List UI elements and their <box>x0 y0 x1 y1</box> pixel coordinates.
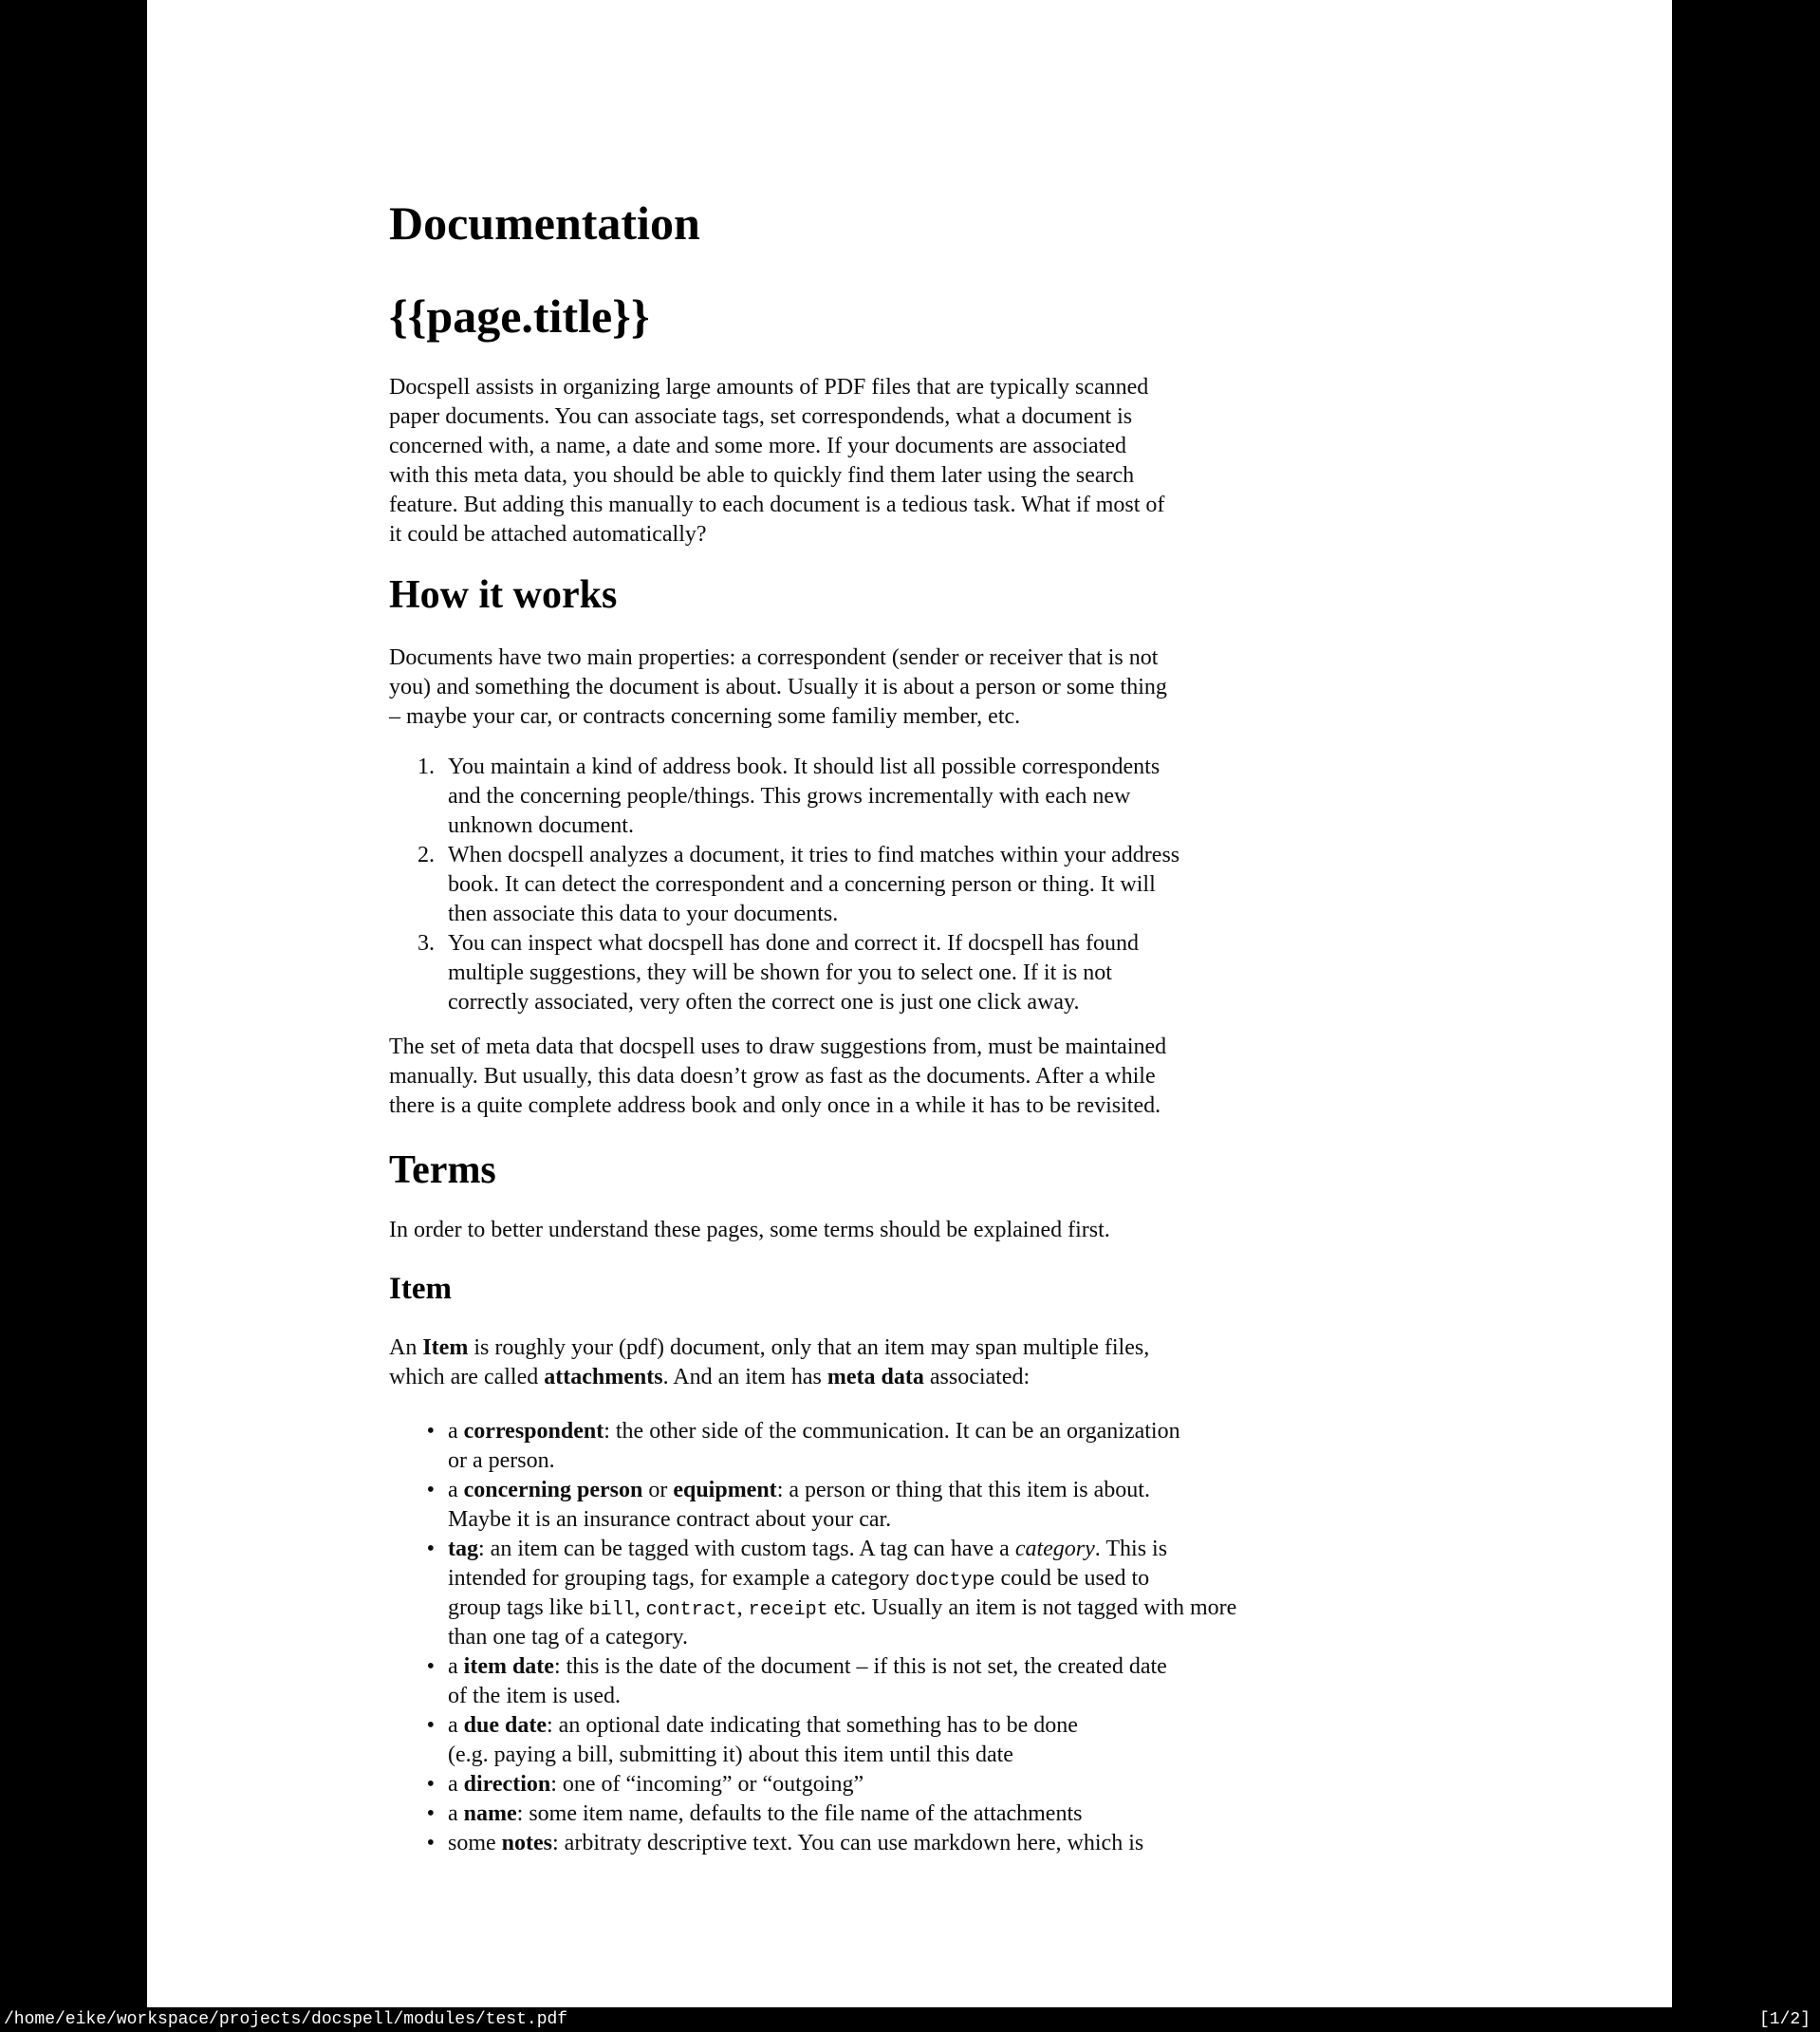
text-segment: Documents have two main properties: a correspondent (sender or receiver that is not <box>389 645 1159 670</box>
text-segment: with this meta data, you should be able to quickly find them later using the search <box>389 463 1135 488</box>
doc-list-item <box>389 841 1236 929</box>
doc-line <box>448 1682 1236 1711</box>
text-segment: tag <box>448 1537 478 1561</box>
bullet-marker: • <box>426 1801 435 1826</box>
text-segment: correctly associated, very often the correct one is just one click away. <box>448 990 1080 1015</box>
doc-list-item <box>389 1476 1236 1535</box>
text-segment: : an item can be tagged with custom tags. A tag can have a <box>478 1537 1015 1561</box>
doc-list-item <box>389 1711 1236 1770</box>
doc-line <box>389 1216 1236 1245</box>
text-segment: – maybe your car, or contracts concerning some familiy member, etc. <box>389 704 1021 729</box>
doc-line <box>389 1062 1236 1091</box>
text-segment: is roughly your (pdf) document, only that an item may span multiple files, <box>468 1335 1150 1360</box>
doc-line <box>448 753 1236 782</box>
doc-bullet-list <box>389 1417 1236 1858</box>
text-segment: paper documents. You can associate tags, set correspondends, what a document is <box>389 404 1133 429</box>
text-segment: Item <box>422 1335 469 1360</box>
bullet-marker: • <box>426 1713 435 1738</box>
doc-line <box>389 643 1236 673</box>
doc-heading: {{page.title}} <box>389 289 650 343</box>
text-segment: In order to better understand these pages, some terms should be explained first. <box>389 1218 1110 1242</box>
doc-line <box>448 1535 1236 1564</box>
bullet-marker: • <box>426 1772 435 1797</box>
doc-list-item <box>389 1770 1236 1799</box>
text-segment: , <box>736 1595 749 1620</box>
doc-line <box>389 1333 1236 1363</box>
text-segment: bill <box>588 1599 635 1621</box>
doc-line <box>448 1564 1236 1594</box>
bullet-marker: • <box>426 1654 435 1679</box>
doc-line <box>448 782 1236 811</box>
text-segment: a <box>448 1713 464 1738</box>
text-segment: equipment <box>673 1478 777 1502</box>
statusbar-page-indicator: [1/2] <box>1758 2010 1811 2029</box>
text-segment: there is a quite complete address book and only once in a while it has to be revisited. <box>389 1093 1161 1118</box>
doc-paragraph <box>389 1333 1236 1392</box>
doc-line <box>389 402 1236 432</box>
doc-numbered-list <box>389 753 1236 1017</box>
doc-line <box>389 702 1236 732</box>
text-segment: etc. Usually an item is not tagged with more <box>827 1595 1237 1620</box>
doc-line <box>389 373 1236 402</box>
doc-paragraph <box>389 373 1236 550</box>
document-content <box>389 0 1236 1858</box>
text-segment: : some item name, defaults to the file name of the attachments <box>516 1801 1083 1826</box>
text-segment: : the other side of the communication. It can be an organization <box>604 1419 1180 1444</box>
doc-line <box>448 1799 1236 1829</box>
text-segment: category <box>1014 1537 1095 1561</box>
doc-line <box>448 1711 1236 1741</box>
doc-line <box>389 461 1236 491</box>
doc-paragraph <box>389 1033 1236 1121</box>
text-segment: of the item is used. <box>448 1684 621 1708</box>
doc-line <box>389 1091 1236 1121</box>
doc-line <box>448 988 1236 1017</box>
text-segment: than one tag of a category. <box>448 1625 688 1650</box>
text-segment: attachments <box>544 1365 663 1389</box>
text-segment: and the concerning people/things. This grows incrementally with each new <box>448 784 1131 809</box>
doc-line <box>448 1505 1236 1535</box>
doc-heading: Terms <box>389 1148 496 1192</box>
text-segment: : a person or thing that this item is about. <box>776 1478 1150 1502</box>
text-segment: some <box>448 1831 502 1855</box>
doc-paragraph <box>389 643 1236 732</box>
doc-line <box>448 1417 1236 1446</box>
list-number-marker: 2. <box>418 843 435 867</box>
doc-heading: How it works <box>389 573 618 617</box>
text-segment: : an optional date indicating that something has to be done <box>547 1713 1078 1738</box>
text-segment: could be used to <box>994 1566 1150 1591</box>
doc-line <box>448 929 1236 959</box>
text-segment: then associate this data to your documents. <box>448 902 839 926</box>
text-segment: . And an item has <box>662 1365 827 1389</box>
doc-list-item <box>389 1535 1236 1652</box>
doc-line <box>448 1623 1236 1652</box>
text-segment: Docspell assists in organizing large amounts of PDF files that are typically scanned <box>389 375 1149 400</box>
text-segment: a <box>448 1772 464 1797</box>
text-segment: An <box>389 1335 423 1360</box>
bullet-marker: • <box>426 1478 435 1502</box>
text-segment: Maybe it is an insurance contract about your car. <box>448 1507 892 1532</box>
doc-list-item <box>389 1417 1236 1476</box>
text-segment: doctype <box>915 1570 995 1592</box>
text-segment: , <box>634 1595 646 1620</box>
text-segment: : one of “incoming” or “outgoing” <box>550 1772 864 1797</box>
text-segment: notes <box>501 1831 553 1855</box>
doc-line <box>448 1829 1236 1858</box>
text-segment: which are called <box>389 1365 545 1389</box>
text-segment: unknown document. <box>448 813 634 838</box>
text-segment: manually. But usually, this data doesn’t grow as fast as the documents. After a while <box>389 1064 1156 1089</box>
doc-line <box>448 959 1236 988</box>
text-segment: You maintain a kind of address book. It should list all possible correspondents <box>448 755 1161 779</box>
text-segment: you) and something the document is about. Usually it is about a person or some thing <box>389 675 1167 699</box>
doc-line <box>448 841 1236 870</box>
list-number-marker: 3. <box>418 931 435 956</box>
text-segment: feature. But adding this manually to each document is a tedious task. What if most of <box>389 493 1165 517</box>
text-segment: or a person. <box>448 1448 555 1473</box>
statusbar <box>0 2007 1820 2032</box>
doc-list-item <box>389 1652 1236 1711</box>
doc-list-item <box>389 753 1236 841</box>
doc-line <box>389 1033 1236 1062</box>
doc-line <box>448 811 1236 841</box>
doc-line <box>389 1363 1236 1392</box>
doc-heading: Item <box>389 1272 452 1306</box>
text-segment: name <box>463 1801 517 1826</box>
doc-line <box>448 1741 1236 1770</box>
doc-heading: Documentation <box>389 196 700 250</box>
text-segment: When docspell analyzes a document, it tries to find matches within your address <box>448 843 1180 867</box>
doc-line <box>448 1594 1236 1623</box>
text-segment: or <box>642 1478 674 1502</box>
bullet-marker: • <box>426 1537 435 1561</box>
text-segment: a <box>448 1654 464 1679</box>
document-page <box>147 0 1672 2007</box>
text-segment: intended for grouping tags, for example a category <box>448 1566 916 1591</box>
text-segment: a <box>448 1801 464 1826</box>
bullet-marker: • <box>426 1831 435 1855</box>
doc-line <box>389 491 1236 520</box>
text-segment: concerning person <box>463 1478 643 1502</box>
list-number-marker: 1. <box>418 755 435 779</box>
statusbar-filepath: /home/eike/workspace/projects/docspell/modules/test.pdf <box>4 2010 568 2029</box>
text-segment: : this is the date of the document – if this is not set, the created date <box>553 1654 1167 1679</box>
text-segment: a <box>448 1419 464 1444</box>
text-segment: receipt <box>748 1599 828 1621</box>
text-segment: associated: <box>923 1365 1031 1389</box>
doc-line <box>448 1652 1236 1682</box>
text-segment: correspondent <box>463 1419 604 1444</box>
doc-line <box>448 870 1236 900</box>
bullet-marker: • <box>426 1419 435 1444</box>
doc-line <box>448 1446 1236 1476</box>
text-segment: . This is <box>1094 1537 1168 1561</box>
text-segment: group tags like <box>448 1595 589 1620</box>
text-segment: direction <box>463 1772 551 1797</box>
text-segment: multiple suggestions, they will be shown for you to select one. If it is not <box>448 960 1112 985</box>
text-segment: it could be attached automatically? <box>389 522 707 547</box>
text-segment: The set of meta data that docspell uses to draw suggestions from, must be maintained <box>389 1035 1167 1059</box>
text-segment: concerned with, a name, a date and some more. If your documents are associated <box>389 434 1127 458</box>
doc-list-item <box>389 929 1236 1017</box>
doc-line <box>389 432 1236 461</box>
text-segment: contract <box>645 1599 737 1621</box>
doc-list-item <box>389 1829 1236 1858</box>
text-segment: due date <box>463 1713 547 1738</box>
text-segment: item date <box>463 1654 554 1679</box>
doc-paragraph <box>389 1216 1236 1245</box>
doc-line <box>389 520 1236 550</box>
text-segment: a <box>448 1478 464 1502</box>
doc-line <box>448 900 1236 929</box>
doc-line <box>448 1476 1236 1505</box>
doc-line <box>389 673 1236 702</box>
doc-line <box>448 1770 1236 1799</box>
text-segment: : arbitraty descriptive text. You can use markdown here, which is <box>552 1831 1144 1855</box>
text-segment: You can inspect what docspell has done and correct it. If docspell has found <box>448 931 1140 956</box>
doc-list-item <box>389 1799 1236 1829</box>
text-segment: meta data <box>826 1365 924 1389</box>
text-segment: book. It can detect the correspondent and a concerning person or thing. It will <box>448 872 1156 897</box>
text-segment: (e.g. paying a bill, submitting it) about this item until this date <box>448 1743 1013 1767</box>
